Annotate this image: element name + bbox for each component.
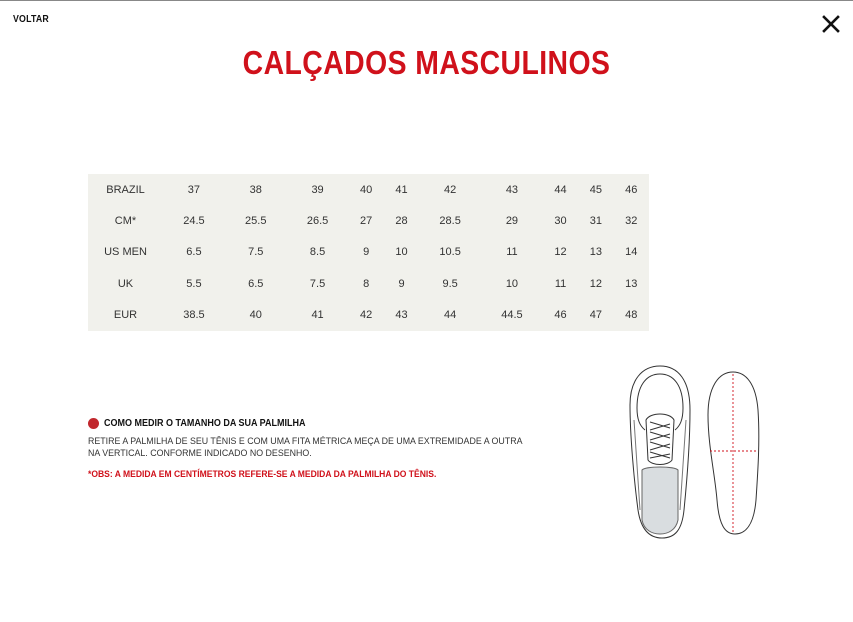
table-cell: 6.5 — [186, 246, 202, 259]
table-cell: 44.5 — [501, 309, 523, 322]
table-cell: 7.5 — [248, 246, 264, 259]
table-cell: 43 — [395, 309, 408, 322]
bullet-dot-icon — [88, 418, 99, 429]
measure-title: COMO MEDIR O TAMANHO DA SUA PALMILHA — [88, 416, 558, 431]
measure-instructions — [88, 416, 558, 480]
table-row — [88, 300, 649, 331]
table-cell: 11 — [506, 246, 518, 259]
shoe-top-view-icon — [630, 366, 690, 538]
table-cell: 27 — [360, 215, 373, 228]
measure-note: *OBS: A MEDIDA EM CENTÍMETROS REFERE-SE A MEDIDA DA PALMILHA DO TÊNIS. — [88, 469, 437, 480]
table-cell: 25.5 — [245, 215, 267, 228]
size-chart-table — [88, 174, 649, 331]
insole-measure-icon — [708, 372, 759, 534]
table-cell: 10 — [395, 246, 408, 259]
table-cell: 46 — [554, 309, 567, 322]
table-cell: 47 — [589, 309, 603, 322]
table-cell: 29 — [505, 215, 519, 228]
table-cell: 42 — [443, 183, 457, 196]
table-cell: 11 — [554, 277, 567, 290]
table-cell: 37 — [187, 183, 201, 196]
table-cell: 13 — [589, 246, 603, 259]
row-label: BRAZIL — [106, 183, 145, 196]
table-cell: 45 — [589, 183, 603, 196]
table-cell: 13 — [625, 277, 638, 290]
table-cell: 10.5 — [439, 246, 461, 259]
top-divider — [0, 0, 853, 1]
table-cell: 41 — [311, 309, 324, 322]
table-cell: 43 — [505, 183, 519, 196]
table-cell: 26.5 — [306, 215, 329, 228]
table-cell: 14 — [625, 246, 638, 259]
table-cell: 24.5 — [183, 215, 205, 228]
shoe-measure-illustration — [620, 360, 770, 545]
table-cell: 6.5 — [248, 277, 264, 290]
table-row — [88, 268, 649, 299]
table-cell: 39 — [311, 183, 324, 196]
table-cell: 12 — [589, 277, 603, 290]
table-cell: 38.5 — [183, 309, 205, 322]
table-row — [88, 237, 649, 268]
table-cell: 28.5 — [439, 215, 461, 228]
table-cell: 32 — [625, 215, 638, 228]
table-cell: 10 — [505, 277, 519, 290]
table-cell: 5.5 — [186, 277, 202, 290]
table-cell: 9.5 — [442, 277, 458, 290]
table-cell: 9 — [398, 277, 405, 290]
row-label: US MEN — [104, 246, 147, 259]
table-cell: 41 — [395, 183, 408, 196]
back-link[interactable]: VOLTAR — [13, 14, 49, 25]
table-cell: 40 — [249, 309, 262, 322]
table-cell: 42 — [360, 309, 373, 322]
close-icon[interactable] — [819, 12, 843, 36]
table-cell: 7.5 — [309, 277, 326, 290]
table-cell: 48 — [625, 309, 638, 322]
page-title: CALÇADOS MASCULINOS — [242, 44, 611, 81]
table-cell: 40 — [360, 183, 373, 196]
table-cell: 12 — [554, 246, 567, 259]
table-cell: 31 — [589, 215, 603, 228]
table-cell: 8.5 — [309, 246, 326, 259]
table-row — [88, 205, 649, 236]
table-row — [88, 174, 649, 205]
row-label: CM* — [114, 215, 137, 228]
table-cell: 9 — [363, 246, 370, 259]
table-cell: 8 — [363, 277, 370, 290]
table-cell: 44 — [554, 183, 567, 196]
table-cell: 28 — [395, 215, 408, 228]
table-cell: 46 — [625, 183, 638, 196]
measure-body: RETIRE A PALMILHA DE SEU TÊNIS E COM UMA FITA MÉTRICA MEÇA DE UMA EXTREMIDADE A OUTRA NA VERTICAL. CONFORME INDICADO NO DESENHO. — [88, 436, 522, 459]
table-cell: 30 — [554, 215, 567, 228]
row-label: UK — [117, 277, 134, 290]
table-cell: 44 — [443, 309, 457, 322]
table-cell: 38 — [249, 183, 262, 196]
row-label: EUR — [113, 309, 138, 322]
